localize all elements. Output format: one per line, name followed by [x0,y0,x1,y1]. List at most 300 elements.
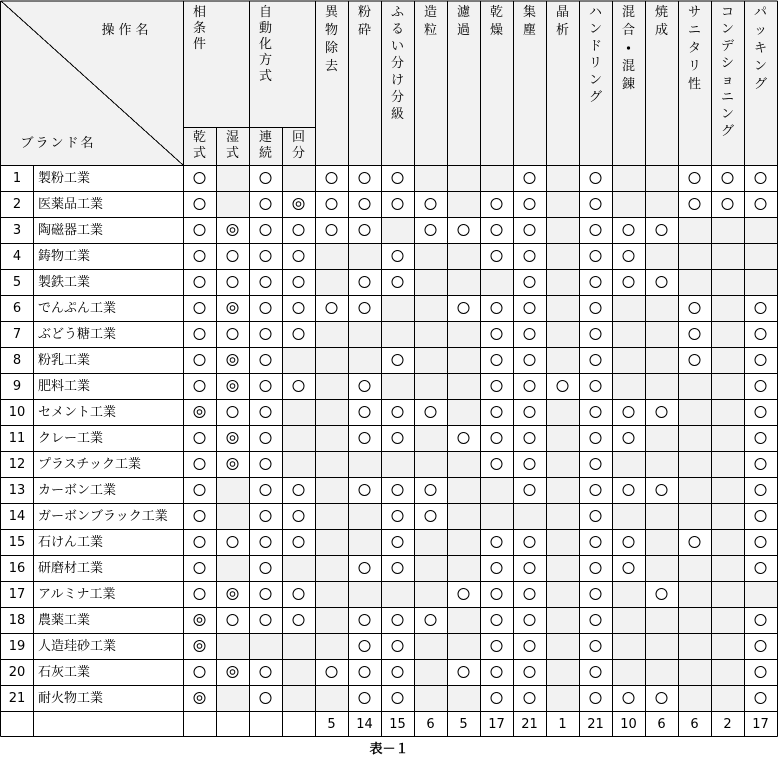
circle-mark [194,433,205,444]
empty-cell [546,581,579,607]
empty-cell [315,581,348,607]
empty-cell [678,633,711,659]
phase-sub-1-char: 式 [192,146,207,161]
circle-mark [557,381,568,392]
row-number: 13 [8,483,26,498]
operation-header-14-char: キ [753,41,768,56]
empty-cell [414,555,447,581]
circle-mark [590,667,601,678]
empty-cell [414,373,447,399]
empty-cell [216,633,249,659]
circle-mark [722,199,733,210]
circle-mark [260,277,271,288]
circle-mark [689,355,700,366]
operation-header-9-char: ハ [588,5,603,20]
auto-sub-1-char: 続 [258,146,273,161]
circle-mark [227,589,238,600]
operation-header-9-char: ン [588,73,603,88]
empty-cell [315,529,348,555]
empty-cell [645,243,678,269]
circle-mark [590,615,601,626]
empty-cell [315,373,348,399]
total-count: 17 [488,717,505,732]
empty-cell [645,165,678,191]
empty-cell [678,399,711,425]
operation-header-13-char: ニ [720,90,735,105]
operation-header-11-char: 成 [654,23,669,38]
empty-cell [414,633,447,659]
circle-mark [524,433,535,444]
empty-cell [645,503,678,529]
row-number: 6 [12,301,22,316]
empty-cell [348,451,381,477]
row-number: 14 [8,509,26,524]
empty-cell [711,399,744,425]
circle-mark [359,277,370,288]
empty-cell [447,165,480,191]
circle-mark [260,563,271,574]
circle-mark [227,433,238,444]
double-circle-inner [296,202,301,207]
double-circle-inner [230,228,235,233]
operation-header-1-char: 除 [324,41,339,56]
circle-mark [590,433,601,444]
circle-mark [491,407,502,418]
empty-cell [546,321,579,347]
circle-mark [755,303,766,314]
empty-cell [678,243,711,269]
automation-method-header-char: 化 [258,37,273,52]
circle-mark [458,589,469,600]
circle-mark [524,693,535,704]
circle-mark [524,641,535,652]
circle-mark [392,433,403,444]
circle-mark [359,641,370,652]
circle-mark [425,485,436,496]
circle-mark [227,303,238,314]
circle-mark [392,251,403,262]
circle-mark [458,303,469,314]
empty-cell [282,633,315,659]
row-number: 9 [12,379,22,394]
empty-cell [612,451,645,477]
empty-cell [546,555,579,581]
circle-mark [260,251,271,262]
row-number: 12 [8,457,26,472]
empty-cell [381,451,414,477]
operation-header-4-char: 粒 [423,23,438,38]
operation-header-9-char: ド [588,39,603,54]
empty-cell [216,191,249,217]
circle-mark [260,667,271,678]
circle-mark [194,381,205,392]
empty-cell [348,529,381,555]
circle-mark [260,355,271,366]
circle-mark [227,537,238,548]
circle-mark [590,537,601,548]
double-circle-inner [230,384,235,389]
circle-mark [260,173,271,184]
circle-mark [491,355,502,366]
circle-mark [227,381,238,392]
empty-cell [678,503,711,529]
circle-mark [623,563,634,574]
operation-header-8-char: 析 [555,23,570,38]
automation-method-header-char: 自 [258,5,273,20]
empty-cell [381,581,414,607]
circle-mark [656,407,667,418]
empty-cell [480,269,513,295]
operation-header-5-char: 濾 [456,5,471,20]
empty-cell [711,217,744,243]
circle-mark [524,615,535,626]
circle-mark [590,277,601,288]
row-number: 8 [12,353,22,368]
double-circle-inner [197,410,202,415]
circle-mark [491,199,502,210]
empty-cell [711,607,744,633]
operation-header-1-char: 去 [324,59,339,74]
empty-cell [447,269,480,295]
circle-mark [359,407,370,418]
circle-mark [425,511,436,522]
circle-mark [392,537,403,548]
circle-mark [524,251,535,262]
empty-cell [216,165,249,191]
total-count: 15 [389,717,406,732]
circle-mark [293,511,304,522]
circle-mark [623,225,634,236]
circle-mark [359,615,370,626]
empty-cell [645,191,678,217]
operation-header-13-char: ョ [720,73,735,88]
empty-cell [315,269,348,295]
empty-cell [678,451,711,477]
empty-cell [612,607,645,633]
empty-cell [612,347,645,373]
empty-cell [315,685,348,711]
double-circle-inner [230,306,235,311]
row-number: 11 [8,431,26,446]
circle-mark [227,251,238,262]
circle-mark [392,693,403,704]
empty-cell [678,581,711,607]
brand-name: 石灰工業 [38,665,91,680]
operation-header-label: 操作名 [101,23,153,38]
row-number: 1 [12,171,22,186]
empty-cell [513,503,546,529]
circle-mark [590,459,601,470]
empty-cell [447,529,480,555]
empty-cell [414,529,447,555]
circle-mark [689,173,700,184]
brand-name: ぶどう糖工業 [38,327,117,342]
empty-cell [447,685,480,711]
empty-cell [414,269,447,295]
circle-mark [755,433,766,444]
brand-name: カーボン工業 [38,483,117,498]
circle-mark [293,251,304,262]
total-count: 2 [723,717,732,732]
circle-mark [755,329,766,340]
circle-mark [392,485,403,496]
empty-cell [645,529,678,555]
empty-cell [282,399,315,425]
empty-cell [381,321,414,347]
empty-cell [546,425,579,451]
circle-mark [755,381,766,392]
circle-mark [623,433,634,444]
circle-mark [194,667,205,678]
row-number: 15 [8,535,26,550]
empty-cell [678,477,711,503]
circle-mark [392,277,403,288]
operation-header-13-char: グ [720,124,735,139]
empty-cell [282,425,315,451]
circle-mark [260,537,271,548]
circle-mark [326,667,337,678]
circle-mark [755,615,766,626]
automation-method-header-char: 方 [258,53,273,68]
circle-mark [227,459,238,470]
circle-mark [293,485,304,496]
circle-mark [260,199,271,210]
empty-cell [348,503,381,529]
operation-header-14-char: ン [753,59,768,74]
row-number: 21 [8,691,26,706]
empty-cell [645,659,678,685]
empty-cell [447,373,480,399]
circle-mark [755,641,766,652]
total-count: 1 [558,717,567,732]
operation-header-6-char: 乾 [489,5,504,20]
operation-header-9-char: ン [588,22,603,37]
circle-mark [458,667,469,678]
empty-cell [216,555,249,581]
empty-cell [249,633,282,659]
circle-mark [458,433,469,444]
circle-mark [194,511,205,522]
circle-mark [260,693,271,704]
empty-cell [744,243,777,269]
circle-mark [260,329,271,340]
circle-mark [194,225,205,236]
brand-name: 肥料工業 [38,379,91,394]
circle-mark [623,277,634,288]
operation-header-12-char: リ [687,59,702,74]
empty-cell [282,685,315,711]
total-count: 10 [620,717,637,732]
circle-mark [590,251,601,262]
empty-cell [414,451,447,477]
empty-cell [711,321,744,347]
operation-header-9-char: リ [588,56,603,71]
circle-mark [491,225,502,236]
operation-header-6-char: 燥 [489,23,504,38]
empty-cell [480,165,513,191]
circle-mark [392,615,403,626]
circle-mark [656,693,667,704]
empty-cell [744,217,777,243]
circle-mark [194,303,205,314]
circle-mark [689,537,700,548]
empty-cell [315,243,348,269]
empty-cell [711,659,744,685]
row-number: 16 [8,561,26,576]
circle-mark [392,511,403,522]
brand-name: 製鉄工業 [38,275,91,290]
circle-mark [260,381,271,392]
empty-cell [678,555,711,581]
brand-name: 鋳物工業 [38,249,91,264]
row-number: 19 [8,639,26,654]
empty-cell [447,399,480,425]
empty-cell [414,659,447,685]
empty-cell [612,373,645,399]
circle-mark [491,251,502,262]
circle-mark [689,303,700,314]
circle-mark [392,173,403,184]
empty-cell [447,347,480,373]
circle-mark [293,303,304,314]
empty-cell [711,555,744,581]
total-count: 5 [327,717,336,732]
circle-mark [260,485,271,496]
empty-cell [348,581,381,607]
circle-mark [491,615,502,626]
empty-cell [612,581,645,607]
circle-mark [194,459,205,470]
circle-mark [590,225,601,236]
brand-name: 医薬品工業 [38,197,104,212]
circle-mark [194,173,205,184]
circle-mark [260,459,271,470]
phase-condition-header-char: 件 [192,37,207,52]
empty-cell [315,607,348,633]
circle-mark [623,251,634,262]
circle-mark [689,329,700,340]
circle-mark [524,173,535,184]
empty-cell [711,425,744,451]
circle-mark [392,407,403,418]
circle-mark [194,407,205,418]
empty-cell [546,503,579,529]
empty-cell [414,425,447,451]
circle-mark [590,329,601,340]
empty-cell [711,269,744,295]
empty-cell [447,191,480,217]
empty-cell [711,295,744,321]
circle-mark [392,563,403,574]
circle-mark [194,329,205,340]
empty-cell [315,425,348,451]
circle-mark [359,303,370,314]
operation-header-7-char: 集 [522,5,537,20]
operation-header-12-char: サ [687,5,702,20]
operation-header-13-char: シ [720,56,735,71]
empty-cell [414,243,447,269]
empty-cell [612,165,645,191]
total-count: 6 [657,717,666,732]
circle-mark [755,485,766,496]
circle-mark [755,537,766,548]
circle-mark [392,641,403,652]
empty-cell [711,477,744,503]
circle-mark [425,225,436,236]
circle-mark [755,459,766,470]
circle-mark [260,225,271,236]
row-number: 4 [12,249,22,264]
circle-mark [260,433,271,444]
empty-cell [315,321,348,347]
brand-name: 陶磁器工業 [38,223,104,238]
circle-mark [623,407,634,418]
table-caption: 表－１ [369,742,409,757]
circle-mark [425,615,436,626]
circle-mark [392,199,403,210]
empty-cell [645,425,678,451]
circle-mark [491,381,502,392]
operation-header-1-char: 異 [324,5,339,20]
circle-mark [359,225,370,236]
empty-cell [645,347,678,373]
circle-mark [194,693,205,704]
empty-cell [612,659,645,685]
brand-header-label: ブランド名 [20,136,96,151]
empty-cell [447,451,480,477]
empty-cell [315,451,348,477]
empty-cell [546,295,579,321]
circle-mark [293,329,304,340]
circle-mark [623,537,634,548]
circle-mark [590,303,601,314]
total-count: 6 [690,717,699,732]
circle-mark [293,199,304,210]
empty-cell [414,347,447,373]
circle-mark [293,589,304,600]
operation-header-1-char: 物 [324,23,339,38]
circle-mark [392,355,403,366]
circle-mark [392,667,403,678]
circle-mark [656,589,667,600]
circle-mark [656,277,667,288]
brand-name: 人造珪砂工業 [38,639,117,654]
circle-mark [227,225,238,236]
circle-mark [425,407,436,418]
operation-header-11-char: 焼 [654,5,669,20]
circle-mark [590,511,601,522]
operation-header-13-char: ン [720,107,735,122]
circle-mark [293,225,304,236]
circle-mark [590,485,601,496]
total-count: 21 [521,717,538,732]
row-number: 20 [8,665,26,680]
operation-header-12-char: 性 [687,77,702,92]
operation-header-14-char: グ [753,77,768,92]
brand-name: ガーボンブラック工業 [38,509,168,524]
empty-cell [282,555,315,581]
circle-mark [359,667,370,678]
empty-cell [480,503,513,529]
phase-sub-2-char: 式 [225,146,240,161]
empty-cell [447,633,480,659]
empty-cell [216,503,249,529]
phase-sub-2-char: 湿 [225,130,240,145]
circle-mark [227,329,238,340]
circle-mark [524,355,535,366]
circle-mark [524,329,535,340]
empty-cell [381,217,414,243]
